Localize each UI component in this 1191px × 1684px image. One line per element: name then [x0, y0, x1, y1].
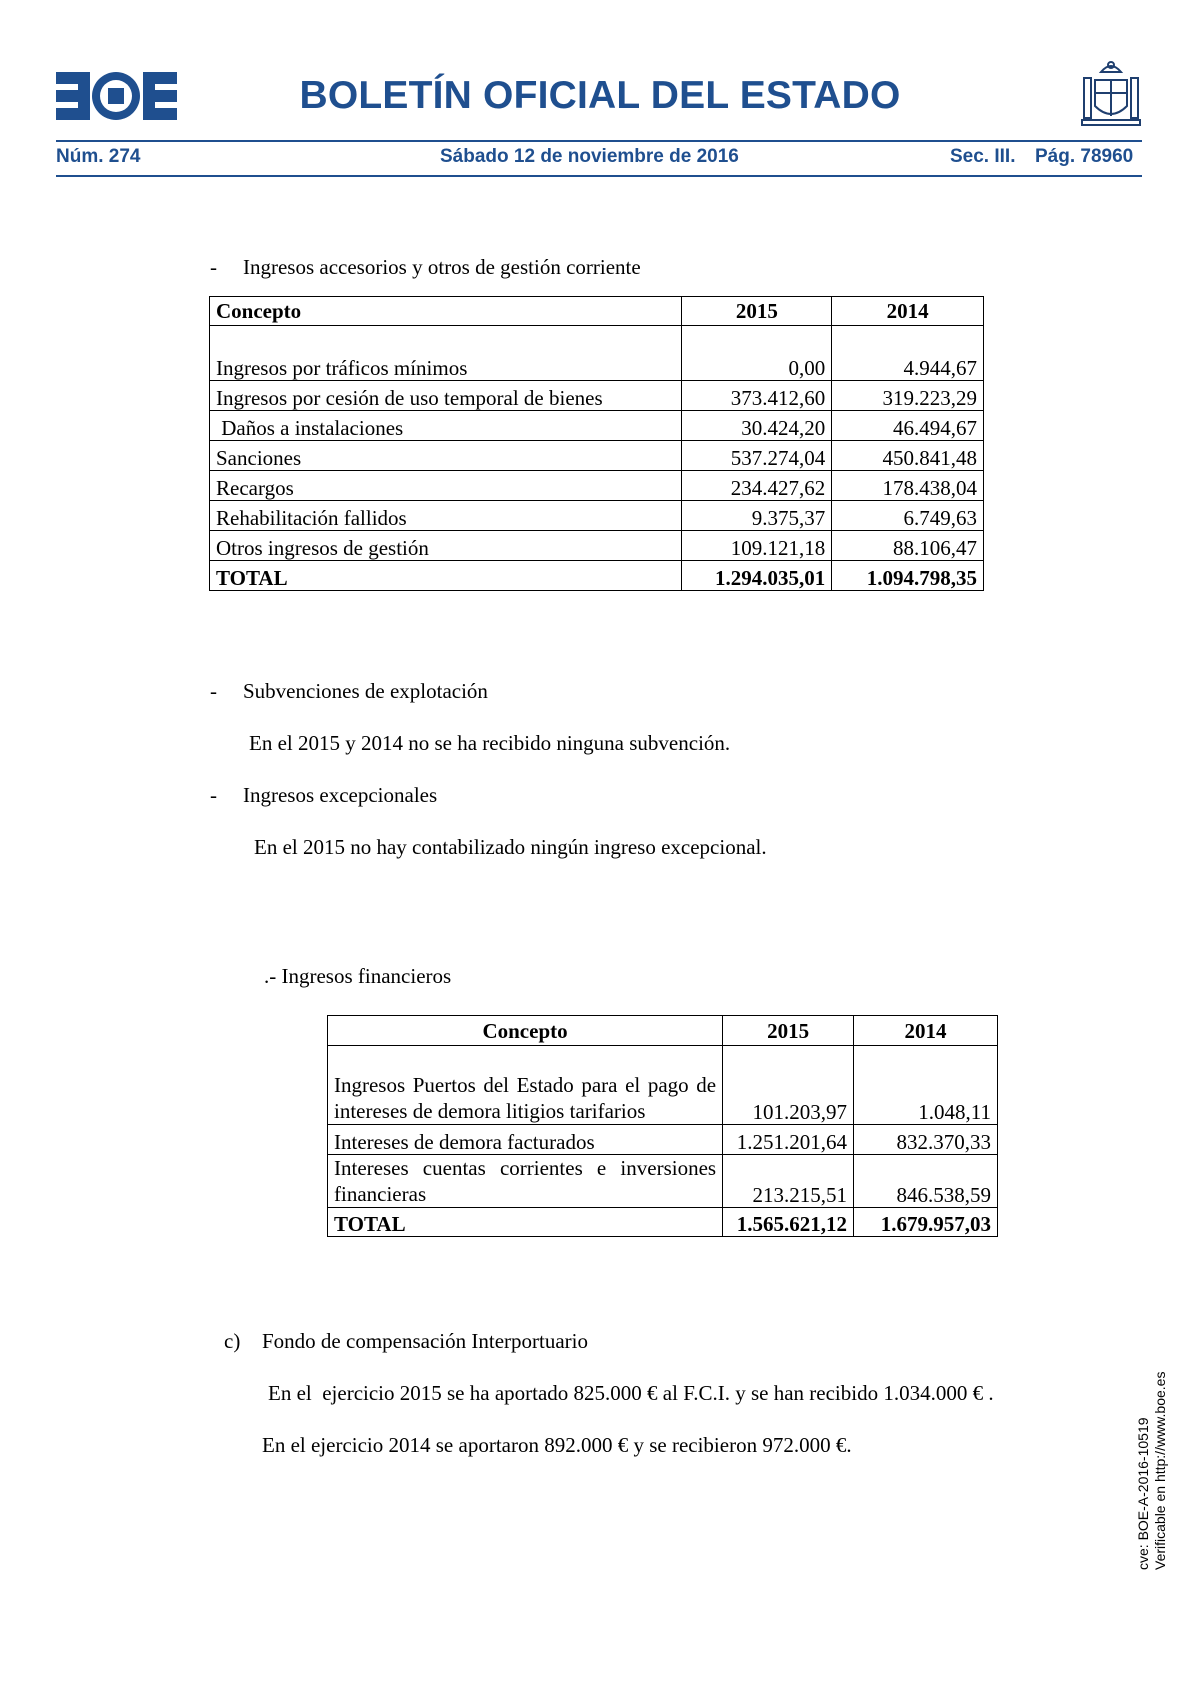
table-accesorios: [209, 296, 984, 591]
page-number: Pág. 78960: [1035, 146, 1134, 167]
value-2015: 30.424,20: [682, 411, 832, 441]
total-2015: 1.294.035,01: [682, 561, 832, 591]
row-concept: Ingresos Puertos del Estado para el pago de intereses de demora litigios tarifarios: [328, 1046, 723, 1125]
paragraph-fondo-2014: En el ejercicio 2014 se aportaron 892.000 € y se recibieron 972.000 €.: [262, 1433, 852, 1457]
table-row: [210, 471, 984, 501]
table-row: [210, 326, 984, 381]
section-marker-c: c): [224, 1329, 241, 1353]
column-header: 2014: [832, 297, 984, 326]
total-label: TOTAL: [210, 561, 682, 591]
table-total-row: [210, 561, 984, 591]
column-header: 2015: [682, 297, 832, 326]
value-2015: 109.121,18: [682, 531, 832, 561]
column-header: Concepto: [328, 1016, 723, 1046]
table-row: [328, 1125, 998, 1155]
value-2014: 450.841,48: [832, 441, 984, 471]
table-header-row: [328, 1016, 998, 1046]
value-2015: 101.203,97: [723, 1046, 854, 1125]
paragraph-subvenciones: En el 2015 y 2014 no se ha recibido ninguna subvención.: [249, 731, 731, 755]
section-heading-subvenciones: Subvenciones de explotación: [243, 679, 488, 703]
table-row: [210, 501, 984, 531]
cve-code: cve: BOE-A-2016-10519: [1135, 1417, 1151, 1570]
table-total-row: [328, 1208, 998, 1237]
header-rule-top: [56, 140, 1142, 142]
total-label: TOTAL: [328, 1208, 723, 1237]
issue-date: Sábado 12 de noviembre de 2016: [440, 146, 739, 167]
table-row: [210, 381, 984, 411]
row-concept: Recargos: [210, 471, 682, 501]
table-row: [210, 441, 984, 471]
section-heading-financieros: .- Ingresos financieros: [264, 964, 452, 988]
total-2015: 1.565.621,12: [723, 1208, 854, 1237]
section-label: Sec. III.: [950, 146, 1016, 167]
value-2014: 6.749,63: [832, 501, 984, 531]
table-row: [328, 1155, 998, 1208]
value-2014: 832.370,33: [854, 1125, 998, 1155]
column-header: 2015: [723, 1016, 854, 1046]
value-2014: 1.048,11: [854, 1046, 998, 1125]
value-2014: 846.538,59: [854, 1155, 998, 1208]
table-financieros: [327, 1015, 998, 1237]
table-row: [328, 1046, 998, 1125]
bullet-dash: -: [210, 783, 217, 807]
value-2015: 213.215,51: [723, 1155, 854, 1208]
bullet-dash: -: [210, 679, 217, 703]
paragraph-excepcionales: En el 2015 no hay contabilizado ningún ingreso excepcional.: [254, 835, 767, 859]
verify-url: Verificable en http://www.boe.es: [1152, 1371, 1168, 1570]
verification-text: [1135, 1372, 1169, 1570]
section-heading-fondo: Fondo de compensación Interportuario: [262, 1329, 588, 1353]
row-concept: Rehabilitación fallidos: [210, 501, 682, 531]
boe-logo: [56, 72, 177, 120]
row-concept: Ingresos por cesión de uso temporal de bienes: [210, 381, 682, 411]
value-2014: 88.106,47: [832, 531, 984, 561]
row-concept: Intereses cuentas corrientes e inversiones financieras: [328, 1155, 723, 1208]
column-header: Concepto: [210, 297, 682, 326]
header-rule-bottom: [56, 175, 1142, 177]
value-2014: 319.223,29: [832, 381, 984, 411]
paragraph-fondo-2015: En el ejercicio 2015 se ha aportado 825.000 € al F.C.I. y se han recibido 1.034.000 € .: [268, 1381, 994, 1405]
row-concept: Sanciones: [210, 441, 682, 471]
section-heading-accesorios: Ingresos accesorios y otros de gestión corriente: [243, 255, 641, 279]
bullet-dash: -: [210, 255, 217, 279]
value-2014: 4.944,67: [832, 326, 984, 381]
row-concept: Intereses de demora facturados: [328, 1125, 723, 1155]
value-2015: 537.274,04: [682, 441, 832, 471]
total-2014: 1.094.798,35: [832, 561, 984, 591]
value-2014: 178.438,04: [832, 471, 984, 501]
value-2015: 234.427,62: [682, 471, 832, 501]
row-concept: Daños a instalaciones: [210, 411, 682, 441]
coat-of-arms-icon: [1080, 60, 1142, 128]
value-2015: 373.412,60: [682, 381, 832, 411]
value-2014: 46.494,67: [832, 411, 984, 441]
column-header: 2014: [854, 1016, 998, 1046]
table-header-row: [210, 297, 984, 326]
section-heading-excepcionales: Ingresos excepcionales: [243, 783, 438, 807]
value-2015: 0,00: [682, 326, 832, 381]
page-title: BOLETÍN OFICIAL DEL ESTADO: [299, 74, 901, 117]
value-2015: 1.251.201,64: [723, 1125, 854, 1155]
total-2014: 1.679.957,03: [854, 1208, 998, 1237]
issue-number: Núm. 274: [56, 146, 141, 167]
row-concept: Ingresos por tráficos mínimos: [210, 326, 682, 381]
value-2015: 9.375,37: [682, 501, 832, 531]
table-row: [210, 411, 984, 441]
row-concept: Otros ingresos de gestión: [210, 531, 682, 561]
table-row: [210, 531, 984, 561]
